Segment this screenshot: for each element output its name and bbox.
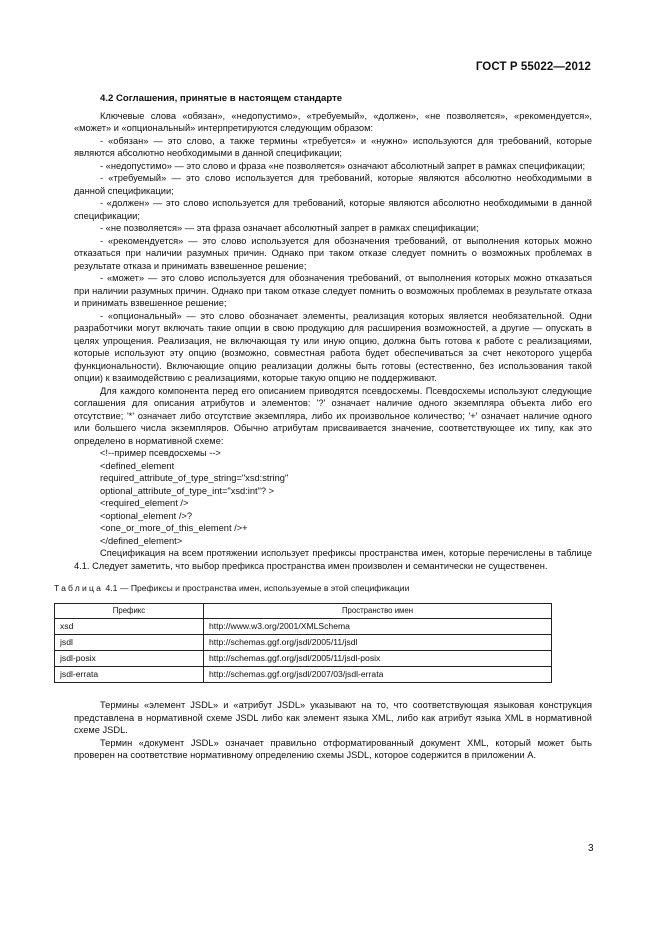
definition-item: - «должен» — это слово используется для требований, которые являются абсолютно необходимыми в данной спецификации; — [74, 198, 592, 221]
code-line: <one_or_more_of_this_element />+ — [100, 523, 248, 533]
page-number: 3 — [588, 843, 594, 854]
code-line: <optional_element />? — [100, 510, 193, 521]
definition-item: - «рекомендуется» — это слово используется для обозначения требований, от выполнения которых можно отказаться при наличии разумных причин. Однако при таком отказе следует помнить о возможных проблемах в результате отказа и принимать взвешенное решение; — [74, 235, 592, 271]
paragraph: Термин «документ JSDL» означает правильно отформатированный документ XML, который может быть проверен на соответствие нормативному определению схемы JSDL, которое содержится в приложении А. — [74, 737, 592, 760]
table-caption-word: Таблица — [54, 583, 104, 593]
namespace-cell: http://schemas.ggf.org/jsdl/2005/11/jsdl — [204, 635, 552, 651]
code-line: </defined_element> — [100, 535, 183, 546]
table-header-cell: Префикс — [55, 603, 204, 619]
definition-item: - «может» — это слово используется для обозначения требований, от выполнения которых можно отказаться при наличии разумных причин. Однако при таком отказе следует помнить о возможных проблемах в результате отказа и принимать взвешенное решение; — [74, 273, 592, 308]
table-header-row — [55, 603, 552, 619]
paragraph: Термины «элемент JSDL» и «атрибут JSDL» указывают на то, что соответствующая языковая конструкция представлена в нормативной схеме JSDL либо как элемент языка XML, либо как атрибут языка XML в нормативной схеме JSDL. — [74, 700, 592, 735]
table-row — [55, 619, 552, 635]
namespace-table — [54, 603, 552, 684]
prefix-cell: jsdl-errata — [55, 667, 204, 683]
paragraph: Для каждого компонента перед его описанием приводятся псевдосхемы. Псевдосхемы используют следующие соглашения для описания атрибутов и элементов: '?' означает наличие одного экземпляра объекта либо его отсутствие; '*' означает либо отсутствие экземпляра, либо их произвольное количество; '+' означает наличие одного или большего числа экземпляров. Обычно атрибутам присваивается значение, соответствующее их типу, как это определено в нормативной схеме: — [74, 385, 592, 446]
namespace-cell: http://www.w3.org/2001/XMLSchema — [204, 619, 552, 635]
paragraph: Спецификация на всем протяжении использует префиксы пространства имен, которые перечислены в таблице 4.1. Следует заметить, что выбор префикса пространства имен произволен и семантически не существенен. — [74, 548, 592, 571]
code-line: <required_element /> — [100, 498, 189, 508]
definition-item: - «не позволяется» — эта фраза означает абсолютный запрет в рамках спецификации; — [100, 223, 479, 233]
prefix-cell: jsdl — [55, 635, 204, 651]
namespace-cell: http://schemas.ggf.org/jsdl/2005/11/jsdl-posix — [204, 651, 552, 667]
definition-item: - «недопустимо» — это слово и фраза «не позволяется» означают абсолютный запрет в рамках спецификации; — [100, 160, 586, 171]
prefix-cell: xsd — [55, 619, 204, 635]
page-body — [54, 93, 592, 762]
paragraph: Ключевые слова «обязан», «недопустимо», «требуемый», «должен», «не позволяется», «рекомендуется», «может» и «опциональный» интерпретируются следующим образом: — [74, 110, 592, 133]
table-header-cell: Пространство имен — [204, 603, 552, 619]
table-row — [55, 635, 552, 651]
code-line: optional_attribute_of_type_int="xsd:int"? > — [100, 485, 275, 496]
code-line: <defined_element — [100, 460, 175, 471]
table-caption — [54, 582, 592, 595]
table-row — [55, 667, 552, 683]
code-line: required_attribute_of_type_string="xsd:string" — [100, 473, 289, 483]
table-caption-text: 4.1 — Префиксы и пространства имен, используемые в этой спецификации — [105, 583, 410, 593]
prefix-cell: jsdl-posix — [55, 651, 204, 667]
pseudo-schema-code — [74, 447, 592, 547]
definition-item: - «требуемый» — это слово используется для требований, которые являются абсолютно необходимыми в данной спецификации; — [74, 173, 592, 196]
table-row — [55, 651, 552, 667]
section-title: 4.2 Соглашения, принятые в настоящем стандарте — [100, 93, 343, 104]
code-line: <!--пример псевдосхемы --> — [100, 448, 221, 458]
definition-item: - «опциональный» — это слово обозначает элементы, реализация которых является необязательной. Одни разработчики могут включать такие опции в свою продукцию для расширения возможностей, а другие — опускать в целях упрощения. Реализация, не включающая ту или иную опцию, должна быть готова к работе с реализациями, которые используют эту опцию (возможно, совместная работа будет обеспечиваться за счет некоторого ущерба функциональности). Включающие опцию реализации должны быть готовы (естественно, без использования такой опции) к взаимодействию с реализациями, которые такую опцию не поддерживают. — [74, 310, 592, 383]
namespace-cell: http://schemas.ggf.org/jsdl/2007/03/jsdl-errata — [204, 667, 552, 683]
standard-header: ГОСТ Р 55022—2012 — [475, 61, 591, 73]
definition-item: - «обязан» — это слово, а также термины «требуется» и «нужно» используются для требований, которые являются абсолютно необходимыми в данной спецификации; — [74, 135, 592, 158]
